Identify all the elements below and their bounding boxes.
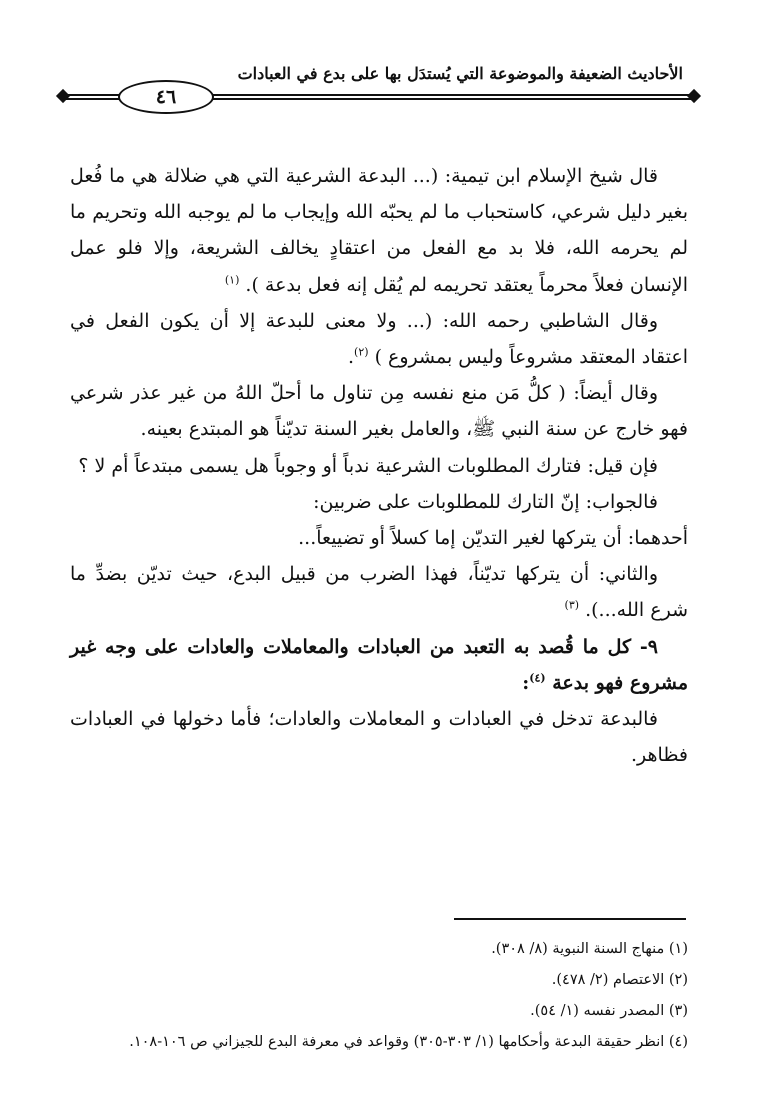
footnote-marker: (٣) bbox=[564, 599, 580, 613]
paragraph-tail: . bbox=[347, 346, 355, 369]
footnote-4: (٤) انظر حقيقة البدعة وأحكامها (١/ ٣٠٣-٣٠٥) وقواعد في معرفة البدع للجيزاني ص ١٠٦-١٠٨. bbox=[129, 1034, 688, 1050]
paragraph-text: والثاني: أن يتركها تديّناً، فهذا الضرب من قبيل البدع، حيث تديّن بضدِّ ما شرع الله...). bbox=[70, 563, 688, 622]
paragraph-first-type bbox=[70, 520, 688, 556]
footnotes bbox=[70, 934, 688, 1058]
diamond-ornament-right bbox=[687, 89, 701, 103]
paragraph-text: فالبدعة تدخل في العبادات و المعاملات والعادات؛ فأما دخولها في العبادات فظاهر. bbox=[70, 708, 688, 767]
footnote-marker: (٢) bbox=[354, 345, 369, 359]
paragraph-text: ٩- كل ما قُصد به التعبد من العبادات والمعاملات والعادات على وجه غير مشروع فهو بدعة bbox=[70, 635, 688, 694]
running-title: الأحاديث الضعيفة والموضوعة التي يُستدَل بها على بدع في العبادات bbox=[237, 64, 683, 83]
paragraph-text: قال شيخ الإسلام ابن تيمية: (... البدعة الشرعية التي هي ضلالة هي ما فُعل بغير دليل شرعي، كاستحباب ما لم يحبّه الله وإيجاب ما لم يوجبه الله وتحريم ما لم يحرمه الله، فلا بد مع الفعل من اعتقادٍ يخالف الشريعة، وإلا فلو عمل الإنسان فعلاً محرماً يعتقد تحريمه لم يُقل إنه فعل بدعة ). bbox=[70, 165, 688, 296]
paragraph-text: فإن قيل: فتارك المطلوبات الشرعية ندباً أو وجوباً هل يسمى مبتدعاً أم لا ؟ bbox=[78, 454, 658, 477]
paragraph-ibn-taymiyya-quote bbox=[70, 158, 688, 303]
main-text bbox=[70, 158, 688, 773]
page-number bbox=[118, 80, 214, 114]
paragraph-answer bbox=[70, 484, 688, 520]
paragraph-shatibi-quote bbox=[70, 303, 688, 375]
page-number-text: ٤٦ bbox=[155, 86, 177, 108]
paragraph-text: وقال أيضاً: ( كلُّ مَن منع نفسه مِن تناول ما أحلّ اللهُ من غير عذر شرعي فهو خارج عن سنة النبي ﷺ، والعامل بغير السنة تديّناً هو المبتدع بعينه. bbox=[70, 382, 688, 441]
paragraph-question bbox=[70, 448, 688, 484]
paragraph-text: فالجواب: إنّ التارك للمطلوبات على ضربين: bbox=[313, 490, 658, 513]
footnote-separator bbox=[454, 918, 686, 920]
paragraph-text: أحدهما: أن يتركها لغير التديّن إما كسلاً أو تضييعاً... bbox=[298, 527, 688, 550]
paragraph-shatibi-second-quote bbox=[70, 375, 688, 447]
paragraph-second-type bbox=[70, 556, 688, 628]
footnote-marker: (٤) bbox=[529, 671, 546, 685]
paragraph-text: وقال الشاطبي رحمه الله: (... ولا معنى للبدعة إلا أن يكون الفعل في اعتقاد المعتقد مشروعاً وليس بمشروع ) bbox=[70, 309, 688, 369]
footnote-marker: (١) bbox=[224, 273, 240, 287]
footnote-3: (٣) المصدر نفسه (١/ ٥٤). bbox=[530, 1003, 688, 1019]
rule-heading-9 bbox=[70, 629, 688, 701]
footnote-2: (٢) الاعتصام (٢/ ٤٧٨). bbox=[551, 972, 688, 988]
footnote-1: (١) منهاج السنة النبوية (٨/ ٣٠٨). bbox=[491, 941, 688, 957]
paragraph-conclusion bbox=[70, 701, 688, 773]
diamond-ornament-left bbox=[56, 89, 70, 103]
paragraph-tail: : bbox=[522, 671, 530, 694]
